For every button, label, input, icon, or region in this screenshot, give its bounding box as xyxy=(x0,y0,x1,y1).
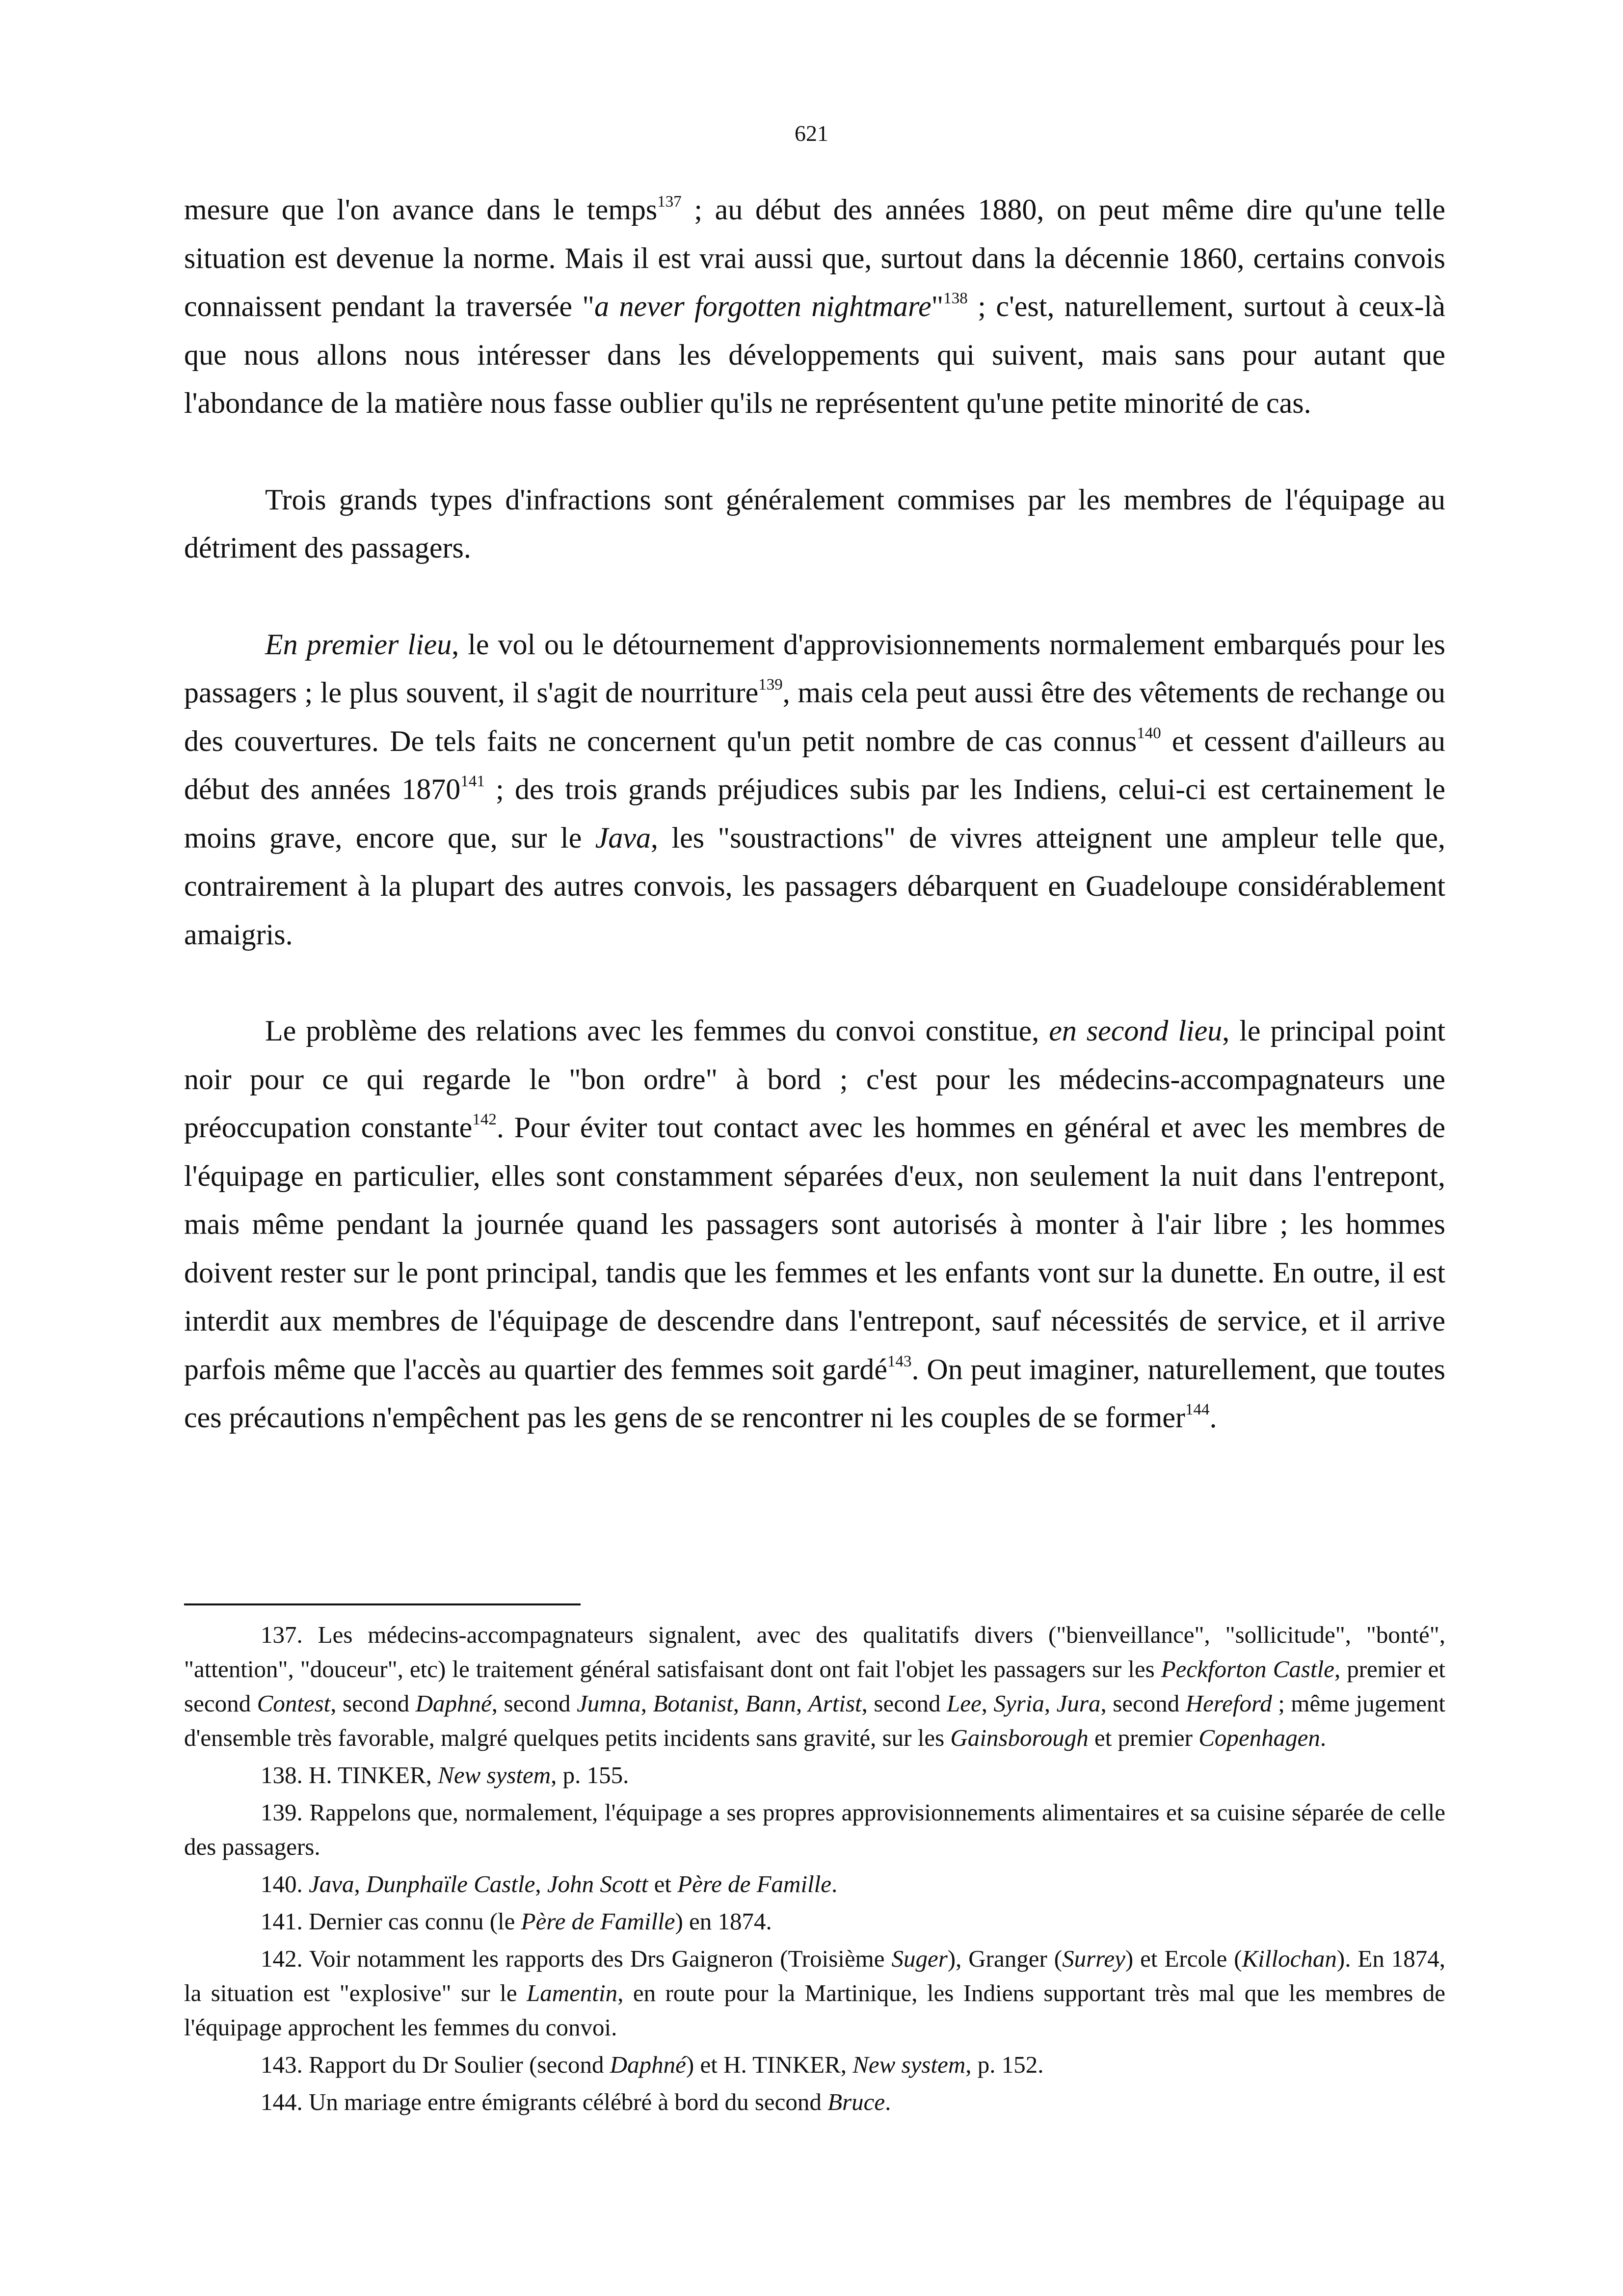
footnotes xyxy=(184,1618,1445,2119)
italic-text: Jumna xyxy=(577,1690,641,1717)
footnote-ref: 144 xyxy=(1185,1401,1210,1418)
italic-text: Jura xyxy=(1056,1690,1101,1717)
text-run: et cessent d'ailleurs au début des années 1870 xyxy=(184,724,1445,805)
italic-text: Peckforton Castle xyxy=(1161,1655,1334,1682)
text-run: 138. H. TINKER, xyxy=(261,1762,438,1789)
page-number: 621 xyxy=(795,121,828,146)
italic-text: Artist xyxy=(808,1690,862,1717)
text-run: Trois grands types d'infractions sont généralement commises par les membres de l'équipage au détriment des passagers. xyxy=(184,483,1445,564)
text-run: . xyxy=(831,1870,838,1897)
text-run: 137. Les médecins-accompagnateurs signalent, avec des qualitatifs divers ("bienveillance", "sollicitude", "bonté", "attention", "douceur", etc) le traitement général satisfaisant dont ont fait l'objet les passagers sur les xyxy=(184,1621,1445,1682)
text-run: . xyxy=(1320,1724,1327,1751)
footnote-separator xyxy=(184,1603,581,1605)
italic-text: Bruce xyxy=(827,2088,885,2115)
italic-text: Contest xyxy=(257,1690,331,1717)
footnote-ref: 142 xyxy=(472,1111,497,1128)
text-run: , en route pour la Martinique, les Indiens supportant très mal que les membres de l'équipage approchent les femmes du convoi. xyxy=(184,1979,1445,2041)
footnote-ref: 139 xyxy=(758,676,783,694)
body-text xyxy=(184,186,1445,1442)
italic-text: Killochan xyxy=(1242,1945,1337,1972)
text-run: , second xyxy=(491,1690,577,1717)
text-run: " xyxy=(931,290,944,322)
text-run: mesure que l'on avance dans le temps xyxy=(184,193,658,226)
text-run: et premier xyxy=(1088,1724,1199,1751)
footnote-142 xyxy=(184,1942,1445,2045)
footnote-140 xyxy=(184,1867,1445,1901)
paragraph xyxy=(184,620,1445,959)
italic-text: Dunphaïle Castle xyxy=(366,1870,535,1897)
italic-text: Gainsborough xyxy=(950,1724,1089,1751)
text-run: . xyxy=(1209,1401,1217,1434)
text-run: ). En 1874, la situation est "explosive" sur le xyxy=(184,1945,1446,2006)
text-run: , p. 152. xyxy=(965,2051,1044,2078)
text-run: , xyxy=(535,1870,547,1897)
italic-text: Daphné xyxy=(415,1690,492,1717)
italic-text: John Scott xyxy=(547,1870,648,1897)
text-run: ), Granger ( xyxy=(947,1945,1063,1972)
text-run: , second xyxy=(1100,1690,1186,1717)
text-run: , le vol ou le détournement d'approvisionnements normalement embarqués pour les passagers ; le plus souvent, il s'agit de nourriture xyxy=(184,628,1445,709)
italic-text: Père de Famille xyxy=(677,1870,832,1897)
footnote-ref: 137 xyxy=(657,193,682,211)
footnote-138 xyxy=(184,1758,1445,1792)
footnote-ref: 143 xyxy=(887,1352,912,1370)
italic-text: Père de Famille xyxy=(521,1908,675,1935)
italic-text: En premier lieu xyxy=(265,628,452,661)
text-run: 141. Dernier cas connu (le xyxy=(261,1908,521,1935)
italic-text: Syria xyxy=(993,1690,1044,1717)
italic-text: Bann xyxy=(745,1690,796,1717)
footnote-143 xyxy=(184,2048,1445,2082)
footnote-137 xyxy=(184,1618,1445,1755)
italic-text: Surrey xyxy=(1062,1945,1125,1972)
italic-text: Lee xyxy=(946,1690,982,1717)
text-run: , second xyxy=(861,1690,947,1717)
text-run: , les "soustractions" de vivres atteignent une ampleur telle que, contrairement à la plupart des autres convois, les passagers débarquent en Guadeloupe considérablement amaigris. xyxy=(184,821,1445,951)
text-run: , premier et second xyxy=(184,1655,1445,1717)
italic-text: a never forgotten nightmare xyxy=(594,290,931,322)
text-run: , le principal point noir pour ce qui regarde le "bon ordre" à bord ; c'est pour les médecins-accompagnateurs une préoccupation constante xyxy=(184,1015,1445,1144)
italic-text: Lamentin xyxy=(527,1979,618,2006)
text-run: , xyxy=(354,1870,366,1897)
text-run: 140. xyxy=(261,1870,309,1897)
footnote-141 xyxy=(184,1904,1445,1939)
text-run: , xyxy=(640,1690,653,1717)
text-run: et xyxy=(648,1870,678,1897)
text-run: , xyxy=(733,1690,745,1717)
text-run: 143. Rapport du Dr Soulier (second xyxy=(261,2051,610,2078)
text-run: 139. Rappelons que, normalement, l'équipage a ses propres approvisionnements alimentaires et sa cuisine séparée de celle des passagers. xyxy=(184,1799,1445,1860)
footnote-ref: 141 xyxy=(460,773,485,790)
paragraph xyxy=(184,1007,1445,1442)
text-run: , xyxy=(981,1690,994,1717)
italic-text: New system xyxy=(438,1762,551,1789)
text-run: 142. Voir notamment les rapports des Drs Gaigneron (Troisième xyxy=(261,1945,892,1972)
paragraph xyxy=(184,186,1445,427)
italic-text: New system xyxy=(852,2051,966,2078)
text-run: ; des trois grands préjudices subis par les Indiens, celui-ci est certainement le moins grave, encore que, sur le xyxy=(184,773,1445,854)
italic-text: en second lieu xyxy=(1049,1015,1223,1047)
text-run: . On peut imaginer, naturellement, que toutes ces précautions n'empêchent pas les gens de se rencontrer ni les couples de se former xyxy=(184,1353,1445,1434)
footnote-139 xyxy=(184,1795,1445,1864)
italic-text: Hereford xyxy=(1185,1690,1272,1717)
text-run: , p. 155. xyxy=(551,1762,629,1789)
italic-text: Daphné xyxy=(610,2051,686,2078)
footnote-ref: 138 xyxy=(943,290,968,307)
text-run: , mais cela peut aussi être des vêtements de rechange ou des couvertures. De tels faits ne concernent qu'un petit nombre de cas connus xyxy=(184,676,1446,757)
italic-text: Suger xyxy=(891,1945,948,1972)
text-run: ; même jugement d'ensemble très favorable, malgré quelques petits incidents sans gravité, sur les xyxy=(184,1690,1445,1751)
text-run: ; c'est, naturellement, surtout à ceux-là que nous allons nous intéresser dans les développements qui suivent, mais sans pour autant que l'abondance de la matière nous fasse oublier qu'ils ne représentent qu'une petite minorité de cas. xyxy=(184,290,1445,419)
paragraph xyxy=(184,476,1445,572)
italic-text: Copenhagen xyxy=(1198,1724,1320,1751)
text-run: , second xyxy=(330,1690,416,1717)
italic-text: Java xyxy=(309,1870,354,1897)
text-run: ) en 1874. xyxy=(675,1908,772,1935)
text-run: ; au début des années 1880, on peut même dire qu'une telle situation est devenue la norme. Mais il est vrai aussi que, surtout dans la décennie 1860, certains convois connaissent pendant la traversée " xyxy=(184,193,1445,322)
text-run: ) et Ercole ( xyxy=(1125,1945,1242,1972)
footnote-ref: 140 xyxy=(1137,724,1161,742)
italic-text: Java xyxy=(595,821,651,854)
text-run: Le problème des relations avec les femmes du convoi constitue, xyxy=(265,1015,1049,1047)
text-run: . xyxy=(885,2088,891,2115)
footnote-144 xyxy=(184,2085,1445,2119)
text-run: , xyxy=(1044,1690,1057,1717)
text-run: ) et H. TINKER, xyxy=(686,2051,853,2078)
text-run: . Pour éviter tout contact avec les hommes en général et avec les membres de l'équipage en particulier, elles sont constamment séparées d'eux, non seulement la nuit dans l'entrepont, mais même pendant la journée quand les passagers sont autorisés à monter à l'air libre ; les hommes doivent rester sur le pont principal, tandis que les femmes et les enfants vont sur la dunette. En outre, il est interdit aux membres de l'équipage de descendre dans l'entrepont, sauf nécessités de service, et il arrive parfois même que l'accès au quartier des femmes soit gardé xyxy=(184,1111,1445,1386)
text-run: , xyxy=(796,1690,808,1717)
text-run: 144. Un mariage entre émigrants célébré à bord du second xyxy=(261,2088,828,2115)
italic-text: Botanist xyxy=(653,1690,733,1717)
